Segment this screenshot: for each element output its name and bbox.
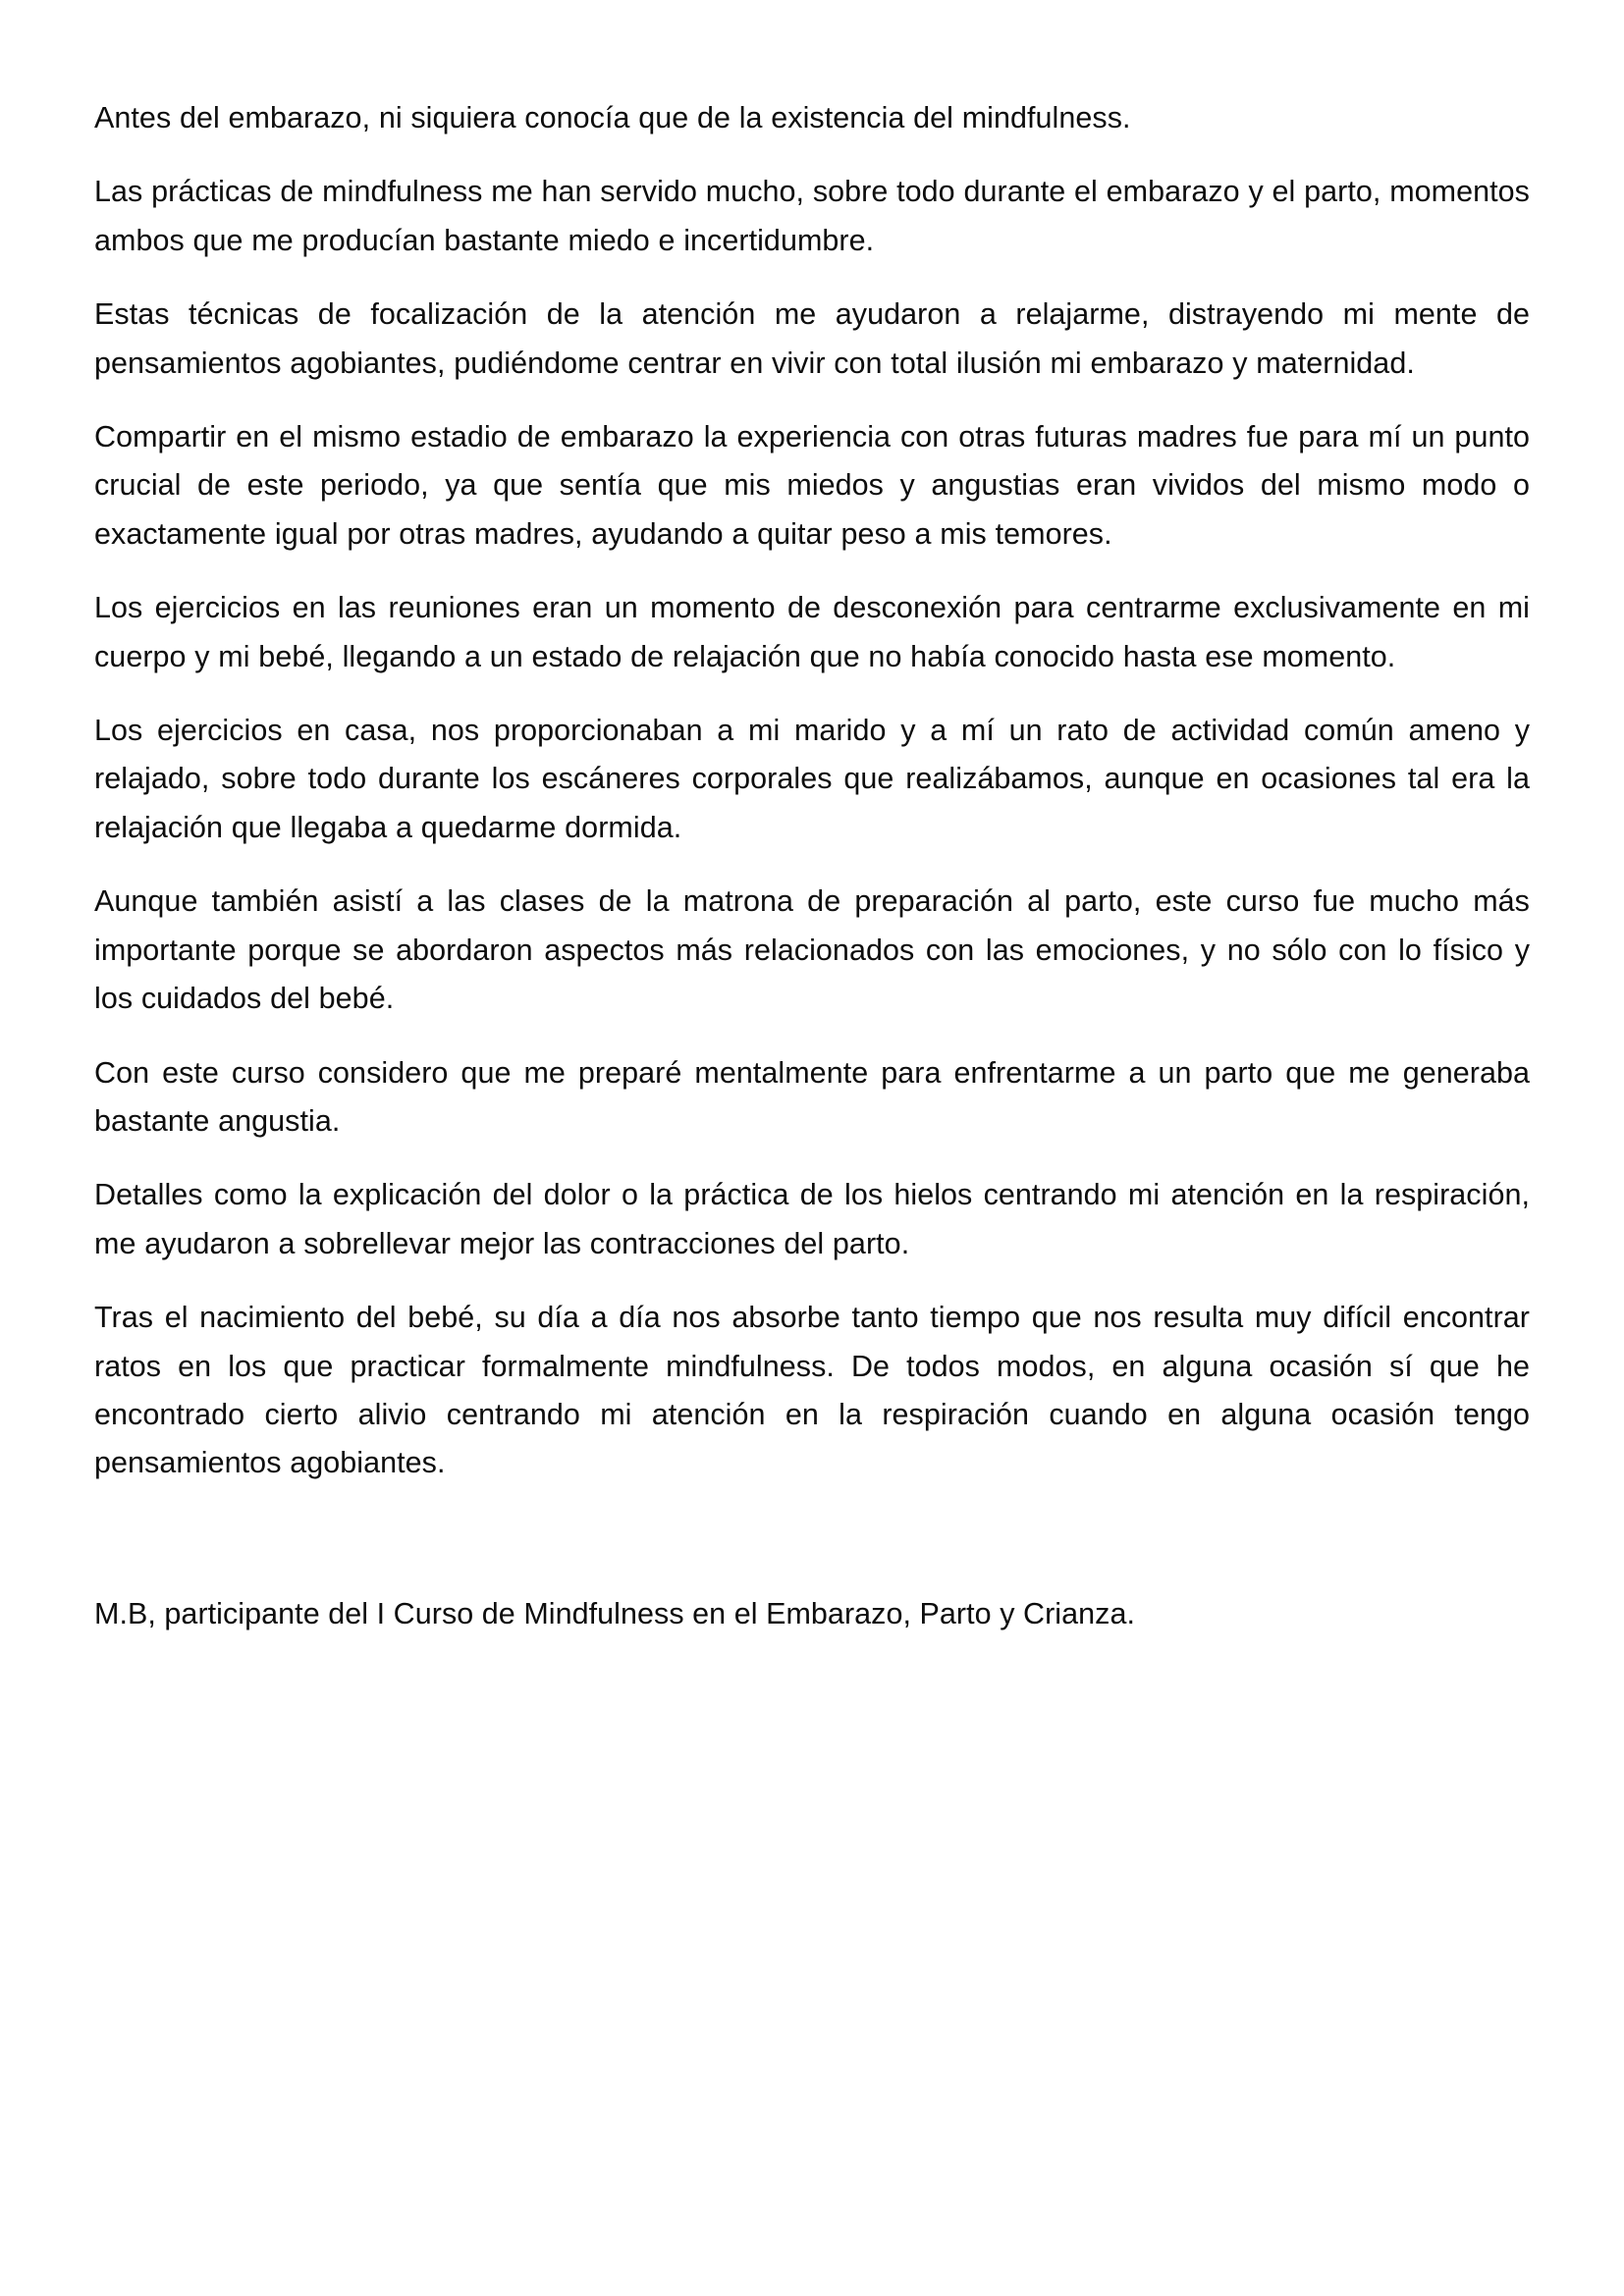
- document-body: [94, 94, 1530, 1638]
- paragraph: Los ejercicios en las reuniones eran un momento de desconexión para centrarme exclusivamente en mi cuerpo y mi bebé, llegando a un estado de relajación que no había conocido hasta ese momento.: [94, 591, 1530, 673]
- signature-spacer: [94, 1514, 1530, 1590]
- paragraph: Antes del embarazo, ni siquiera conocía que de la existencia del mindfulness.: [94, 101, 1131, 134]
- paragraph: Los ejercicios en casa, nos proporcionaban a mi marido y a mí un rato de actividad común ameno y relajado, sobre todo durante los escáneres corporales que realizábamos, aunque en ocasiones tal era la relajación que llegaba a quedarme dormida.: [94, 714, 1530, 844]
- paragraph: Con este curso considero que me preparé mentalmente para enfrentarme a un parto que me generaba bastante angustia.: [94, 1055, 1530, 1138]
- paragraph: Estas técnicas de focalización de la atención me ayudaron a relajarme, distrayendo mi mente de pensamientos agobiantes, pudiéndome centrar en vivir con total ilusión mi embarazo y maternidad.: [94, 297, 1530, 380]
- paragraph: Compartir en el mismo estadio de embarazo la experiencia con otras futuras madres fue para mí un punto crucial de este periodo, ya que sentía que mis miedos y angustias eran vividos del mismo modo o exactamente igual por otras madres, ayudando a quitar peso a mis temores.: [94, 420, 1530, 551]
- signature-line: M.B, participante del I Curso de Mindfulness en el Embarazo, Parto y Crianza.: [94, 1596, 1135, 1630]
- paragraph: Aunque también asistí a las clases de la matrona de preparación al parto, este curso fue mucho más importante porque se abordaron aspectos más relacionados con las emociones, y no sólo con lo físico y los cuidados del bebé.: [94, 884, 1530, 1016]
- paragraph: Tras el nacimiento del bebé, su día a día nos absorbe tanto tiempo que nos resulta muy difícil encontrar ratos en los que practicar formalmente mindfulness. De todos modos, en alguna ocasión sí que he encontrado cierto alivio centrando mi atención en la respiración cuando en alguna ocasión tengo pensamientos agobiantes.: [94, 1301, 1530, 1480]
- paragraph: Las prácticas de mindfulness me han servido mucho, sobre todo durante el embarazo y el parto, momentos ambos que me producían bastante miedo e incertidumbre.: [94, 175, 1530, 257]
- paragraph: Detalles como la explicación del dolor o la práctica de los hielos centrando mi atención en la respiración, me ayudaron a sobrellevar mejor las contracciones del parto.: [94, 1178, 1530, 1260]
